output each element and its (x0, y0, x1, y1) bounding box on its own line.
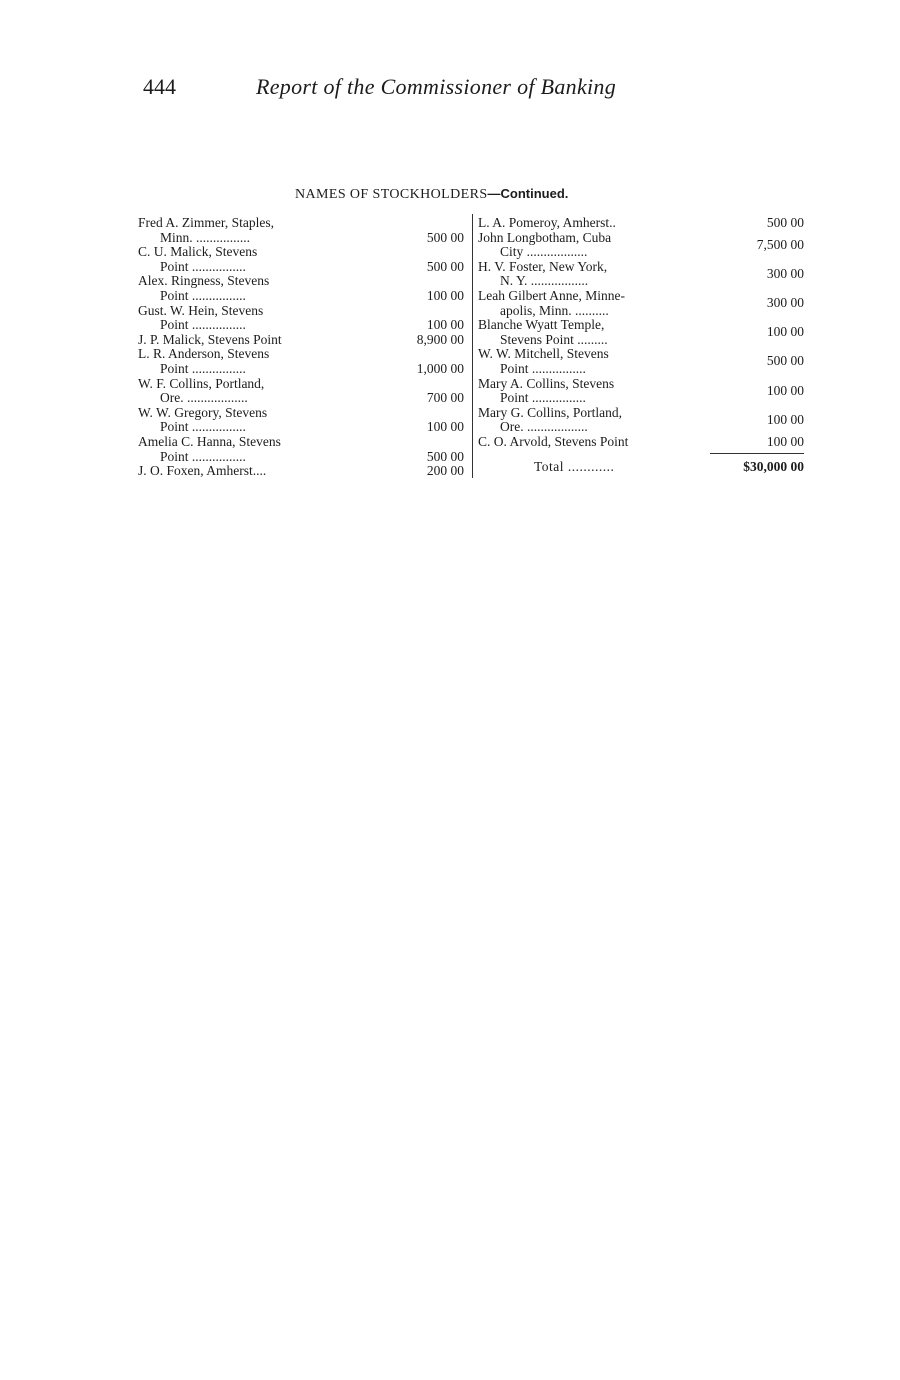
stockholder-name-continued: Minn. ................ (160, 230, 251, 245)
stockholder-name-continued: Stevens Point ......... (500, 332, 608, 347)
stockholder-name-continued: Point ................ (160, 449, 246, 464)
stockholder-amount: 100 00 (426, 419, 464, 435)
stockholder-amount: 700 00 (426, 390, 464, 406)
stockholder-name: L. R. Anderson, Stevens (138, 346, 270, 362)
stockholder-entry (138, 464, 470, 479)
stockholder-amount: 500 00 (426, 258, 464, 274)
stockholder-name-continued: Point ................ (160, 288, 246, 303)
stockholder-entry (138, 377, 470, 406)
stockholder-entry (478, 377, 808, 406)
stockholder-name: Mary A. Collins, Stevens (478, 375, 615, 391)
stockholder-entry (138, 347, 470, 376)
total-label: Total ............ (534, 459, 615, 474)
stockholder-name: Fred A. Zimmer, Staples, (138, 215, 274, 230)
stockholder-entry (138, 216, 470, 245)
stockholder-name-continued: Ore. .................. (500, 420, 588, 435)
stockholder-name: Amelia C. Hanna, Stevens (138, 433, 281, 449)
column-divider (472, 214, 473, 478)
stockholder-entry (478, 435, 808, 450)
stockholder-name-continued: Point ................ (500, 391, 586, 406)
stockholder-entry (138, 245, 470, 274)
stockholder-name-continued: Point ................ (160, 318, 246, 333)
stockholder-entry (478, 318, 808, 347)
stockholder-entry (478, 231, 808, 260)
stockholder-amount: 100 00 (766, 433, 804, 449)
stockholder-name: Blanche Wyatt Temple, (478, 317, 605, 333)
section-title-continued: —Continued. (487, 186, 569, 201)
stockholder-name-continued: Point ................ (500, 361, 586, 376)
stockholders-left-column (138, 216, 470, 479)
running-title: Report of the Commissioner of Banking (256, 74, 617, 99)
stockholder-amount: 200 00 (426, 463, 464, 479)
stockholder-entry (478, 289, 808, 318)
stockholder-entry (478, 260, 808, 289)
stockholder-name: Leah Gilbert Anne, Minne- (478, 287, 625, 303)
stockholder-entry (138, 333, 470, 348)
stockholder-amount: 300 00 (766, 265, 804, 281)
stockholder-entry (478, 347, 808, 376)
stockholder-entry (478, 216, 808, 231)
stockholder-name: Mary G. Collins, Portland, (478, 404, 622, 420)
stockholder-name: W. W. Gregory, Stevens (138, 404, 268, 420)
stockholder-name-continued: Point ................ (160, 361, 246, 376)
stockholder-name-continued: City .................. (500, 245, 588, 260)
stockholder-amount: 500 00 (426, 229, 464, 245)
stockholder-name: C. U. Malick, Stevens (138, 244, 258, 260)
stockholder-amount: 500 00 (426, 448, 464, 464)
stockholder-name: Gust. W. Hein, Stevens (138, 302, 264, 318)
total-amount: $30,000 00 (743, 459, 804, 474)
stockholder-name: J. O. Foxen, Amherst.... (138, 463, 267, 479)
stockholder-amount: 300 00 (766, 294, 804, 310)
stockholder-entry (138, 406, 470, 435)
stockholder-name: C. O. Arvold, Stevens Point (478, 433, 629, 449)
stockholders-right-column (478, 216, 808, 450)
stockholder-entry (478, 406, 808, 435)
stockholder-name: L. A. Pomeroy, Amherst.. (478, 215, 616, 230)
stockholder-name: W. F. Collins, Portland, (138, 375, 265, 391)
stockholder-name: J. P. Malick, Stevens Point (138, 331, 282, 347)
stockholder-amount: 500 00 (766, 353, 804, 369)
stockholder-amount: 100 00 (766, 411, 804, 427)
stockholder-amount: 500 00 (766, 215, 804, 230)
stockholder-amount: 100 00 (766, 324, 804, 340)
stockholder-name: H. V. Foster, New York, (478, 258, 608, 274)
stockholder-name-continued: Point ................ (160, 420, 246, 435)
stockholder-amount: 7,500 00 (756, 236, 804, 252)
stockholder-name-continued: Point ................ (160, 259, 246, 274)
stockholder-amount: 8,900 00 (416, 331, 464, 347)
stockholder-entry (138, 435, 470, 464)
stockholder-name: John Longbotham, Cuba (478, 229, 612, 245)
section-title (295, 186, 568, 203)
stockholder-entry (138, 274, 470, 303)
stockholder-name-continued: Ore. .................. (160, 391, 248, 406)
page-number: 444 (143, 74, 176, 99)
stockholder-amount: 100 00 (426, 317, 464, 333)
total-rule (710, 453, 804, 454)
stockholder-name-continued: apolis, Minn. .......... (500, 303, 609, 318)
section-title-text: NAMES OF STOCKHOLDERS (295, 187, 488, 202)
stockholder-name-continued: N. Y. ................. (500, 274, 589, 289)
page-header (0, 74, 900, 108)
stockholder-entry (138, 304, 470, 333)
stockholder-name: W. W. Mitchell, Stevens (478, 346, 609, 362)
stockholder-amount: 100 00 (766, 382, 804, 398)
stockholder-amount: 100 00 (426, 287, 464, 303)
stockholder-amount: 1,000 00 (416, 360, 464, 376)
stockholder-name: Alex. Ringness, Stevens (138, 273, 270, 289)
